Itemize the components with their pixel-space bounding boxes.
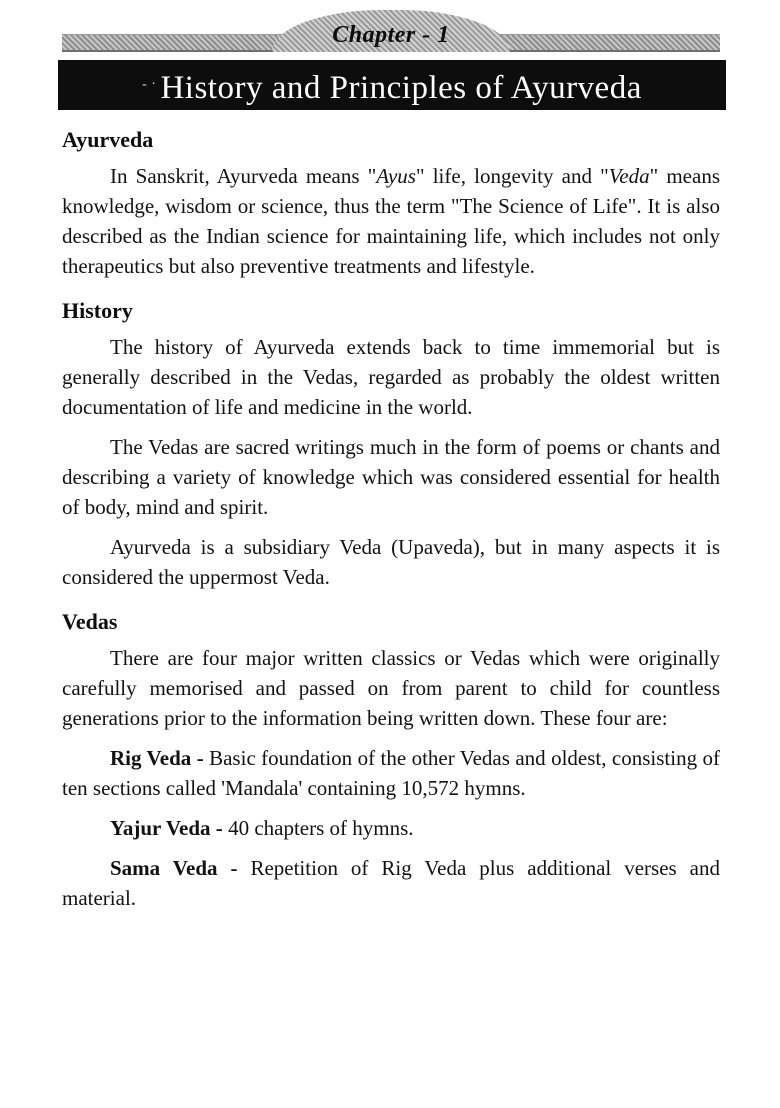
paragraph-yajur-veda — [62, 813, 720, 843]
text-segment: The history of Ayurveda extends back to time immemorial but is generally described in the Vedas, regarded as probably the oldest written documentation of life and medicine in the world. — [62, 335, 720, 419]
text-segment: " means knowledge, wisdom or science, thus the term "The Science of Life". It is also described as the Indian science for maintaining life, which includes not only therapeutics but also preventive treatments and lifestyle. — [62, 164, 720, 278]
text-segment-bold: Yajur Veda - — [110, 816, 229, 840]
text-segment: Basic foundation of the other Vedas and oldest, consisting of ten sections called 'Mandala' containing 10,572 hymns. — [62, 746, 720, 800]
section-history — [62, 297, 720, 592]
paragraph-rig-veda — [62, 743, 720, 803]
paragraph-history-2 — [62, 432, 720, 522]
text-segment-italic: Ayus — [376, 164, 416, 188]
text-segment: Repetition of Rig Veda plus additional verses and material. — [62, 856, 720, 910]
page-title-banner — [58, 60, 726, 110]
paragraph-history-1 — [62, 332, 720, 422]
section-heading-history: History — [62, 298, 133, 323]
paragraph-sama-veda — [62, 853, 720, 913]
section-vedas — [62, 608, 720, 913]
chapter-header — [62, 8, 720, 52]
chapter-arch — [272, 10, 510, 52]
text-segment-italic: Veda — [608, 164, 650, 188]
text-segment: There are four major written classics or Vedas which were originally carefully memorised and passed on from parent to child for countless generations prior to the information being written down. These four are: — [62, 646, 720, 730]
text-segment: In Sanskrit, Ayurveda means " — [110, 164, 377, 188]
text-segment: " life, longevity and " — [415, 164, 609, 188]
section-heading-vedas: Vedas — [62, 609, 118, 634]
chapter-label: Chapter - 1 — [332, 22, 450, 48]
text-segment: 40 chapters of hymns. — [228, 816, 414, 840]
text-segment-bold: Sama Veda - — [110, 856, 251, 880]
paragraph-ayurveda-1 — [62, 161, 720, 281]
text-segment-bold: Rig Veda - — [110, 746, 210, 770]
page-title-text: History and Principles of Ayurveda — [160, 70, 642, 106]
text-segment: Ayurveda is a subsidiary Veda (Upaveda), but in many aspects it is considered the uppermost Veda. — [62, 535, 720, 589]
page-content — [62, 126, 720, 913]
paragraph-vedas-intro — [62, 643, 720, 733]
text-segment: The Vedas are sacred writings much in the form of poems or chants and describing a variety of knowledge which was considered essential for health of body, mind and spirit. — [62, 435, 720, 519]
banner-print-artifact: - · — [142, 77, 157, 92]
section-ayurveda — [62, 126, 720, 281]
section-heading-ayurveda: Ayurveda — [62, 127, 154, 152]
paragraph-history-3 — [62, 532, 720, 592]
